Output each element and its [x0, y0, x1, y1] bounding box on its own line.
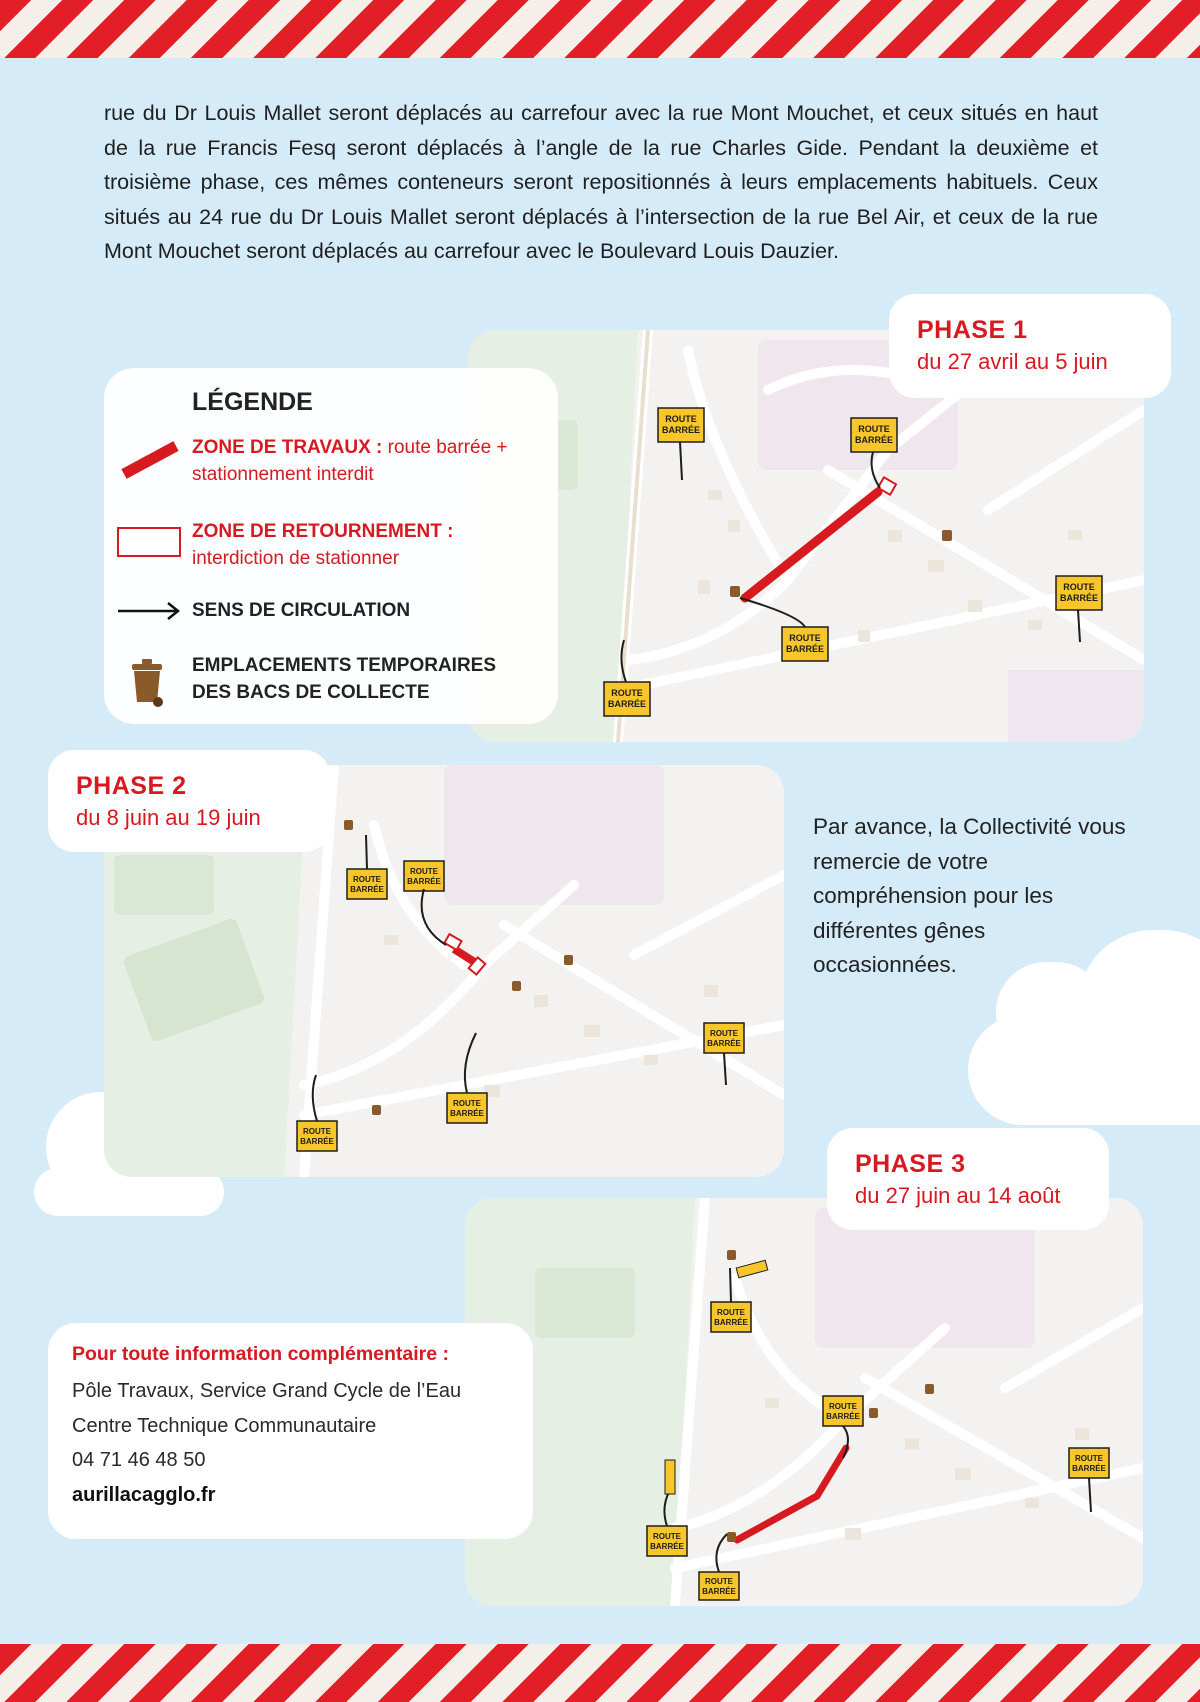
svg-text:ROUTE: ROUTE	[829, 1402, 857, 1411]
contact-info-box	[48, 1323, 533, 1539]
phase-1-tag	[889, 294, 1171, 398]
phase-3-dates: du 27 juin au 14 août	[855, 1183, 1061, 1208]
map-phase-3	[465, 1198, 1143, 1606]
contact-phone[interactable]: 04 71 46 48 50	[72, 1449, 206, 1471]
phase-3-tag	[827, 1128, 1109, 1230]
works-zone-icon	[118, 440, 182, 480]
thanks-message: Par avance, la Collectivité vous remercie de votre compréhension pour les différentes gênes occasionnées.	[813, 814, 1126, 977]
svg-text:BARRÉE: BARRÉE	[714, 1318, 748, 1327]
legend-turnaround-zone: ZONE DE RETOURNEMENT : interdiction de stationner	[192, 521, 454, 569]
svg-text:ROUTE: ROUTE	[789, 633, 821, 643]
intro-paragraph: rue du Dr Louis Mallet seront déplacés au carrefour avec la rue Mont Mouchet, et ceux situés en haut de la rue Francis Fesq seront déplacés à l’angle de la rue Charles Gide. Pendant la deuxième et troisième phase, ces mêmes conteneurs seront repositionnés à leurs emplacements habituels. Ceux situés au 24 rue du Dr Louis Mallet seront déplacés à l’intersection de la rue Bel Air, et ceux de la rue Mont Mouchet seront déplacés au carrefour avec le Boulevard Louis Dauzier.	[104, 101, 1098, 263]
legend-traffic-direction: SENS DE CIRCULATION	[192, 600, 411, 621]
top-hazard-stripes	[0, 0, 1200, 58]
svg-text:ROUTE: ROUTE	[705, 1577, 733, 1586]
legend-panel	[104, 368, 558, 724]
svg-text:BARRÉE: BARRÉE	[826, 1412, 860, 1421]
svg-text:ROUTE: ROUTE	[353, 875, 381, 884]
svg-text:BARRÉE: BARRÉE	[607, 699, 647, 709]
svg-text:ROUTE: ROUTE	[303, 1127, 331, 1136]
traffic-arrow-icon	[116, 600, 182, 622]
trash-bin-icon	[128, 658, 168, 708]
svg-text:ROUTE: ROUTE	[858, 424, 890, 434]
svg-text:ROUTE: ROUTE	[653, 1532, 681, 1541]
phase-1-title: PHASE 1	[917, 316, 1028, 344]
phase-3-title: PHASE 3	[855, 1150, 966, 1178]
svg-text:BARRÉE: BARRÉE	[650, 1542, 684, 1551]
svg-text:BARRÉE: BARRÉE	[350, 885, 384, 894]
svg-text:BARRÉE: BARRÉE	[785, 644, 825, 654]
contact-website-link[interactable]: aurillacagglo.fr	[72, 1483, 216, 1506]
svg-text:BARRÉE: BARRÉE	[702, 1587, 736, 1596]
svg-text:ROUTE: ROUTE	[1075, 1454, 1103, 1463]
svg-text:ROUTE: ROUTE	[665, 414, 697, 424]
turnaround-zone-icon	[116, 526, 182, 560]
svg-text:BARRÉE: BARRÉE	[300, 1137, 334, 1146]
phase-2-tag	[48, 750, 330, 852]
svg-text:ROUTE: ROUTE	[611, 688, 643, 698]
contact-center: Centre Technique Communautaire	[72, 1414, 377, 1437]
svg-text:BARRÉE: BARRÉE	[407, 877, 441, 886]
svg-text:BARRÉE: BARRÉE	[854, 435, 894, 445]
contact-department: Pôle Travaux, Service Grand Cycle de l’Eau	[72, 1380, 462, 1402]
svg-text:ROUTE: ROUTE	[453, 1099, 481, 1108]
svg-text:BARRÉE: BARRÉE	[1059, 593, 1099, 603]
legend-bins: EMPLACEMENTS TEMPORAIRES DES BACS DE COLLECTE	[192, 655, 497, 703]
svg-text:BARRÉE: BARRÉE	[450, 1109, 484, 1118]
phase-2-dates: du 8 juin au 19 juin	[76, 805, 261, 830]
svg-text:BARRÉE: BARRÉE	[707, 1039, 741, 1048]
contact-info-title: Pour toute information complémentaire :	[72, 1343, 450, 1365]
legend-title: LÉGENDE	[192, 388, 313, 416]
svg-text:BARRÉE: BARRÉE	[661, 425, 701, 435]
svg-text:ROUTE: ROUTE	[717, 1308, 745, 1317]
svg-text:ROUTE: ROUTE	[710, 1029, 738, 1038]
bottom-hazard-stripes	[0, 1644, 1200, 1702]
legend-works-zone: ZONE DE TRAVAUX : route barrée + stationnement interdit	[192, 437, 508, 485]
svg-text:BARRÉE: BARRÉE	[1072, 1464, 1106, 1473]
svg-text:ROUTE: ROUTE	[1063, 582, 1095, 592]
svg-text:ROUTE: ROUTE	[410, 867, 438, 876]
phase-2-title: PHASE 2	[76, 772, 187, 800]
phase-1-dates: du 27 avril au 5 juin	[917, 349, 1108, 374]
